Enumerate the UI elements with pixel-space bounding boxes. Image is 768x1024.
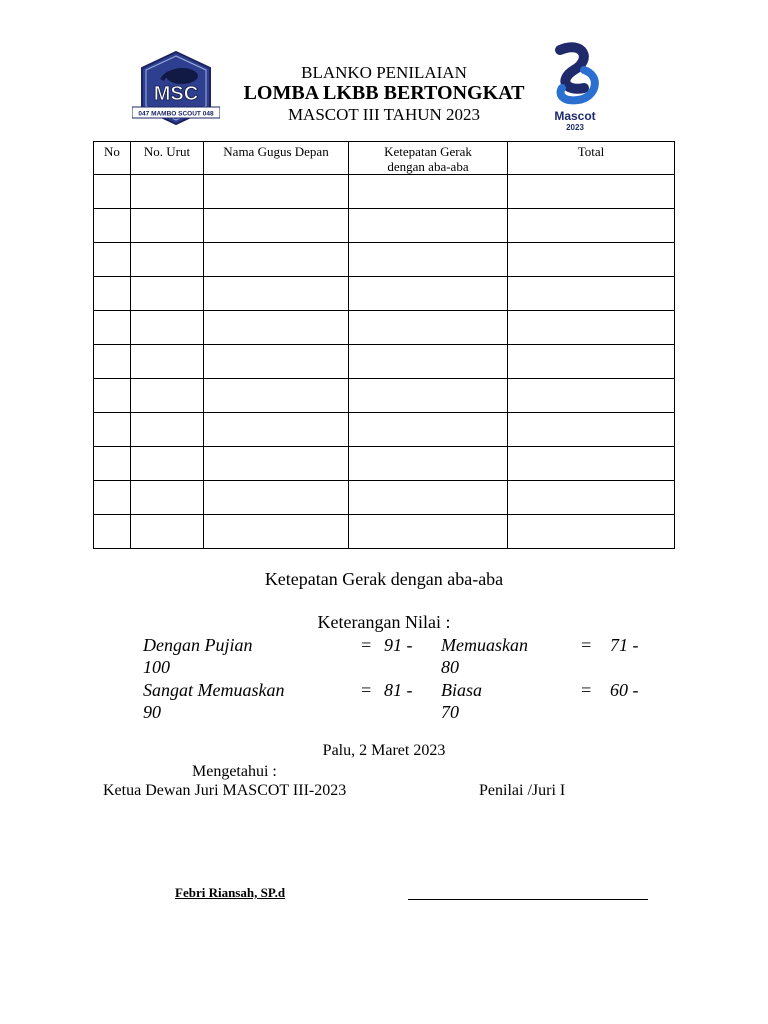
table-cell[interactable] (131, 345, 204, 379)
table-row (94, 481, 675, 515)
table-cell[interactable] (94, 175, 131, 209)
legend-eq: = (360, 635, 373, 655)
table-cell[interactable] (349, 413, 508, 447)
table-cell[interactable] (131, 209, 204, 243)
table-cell[interactable] (131, 515, 204, 549)
table-row (94, 209, 675, 243)
place-date: Palu, 2 Maret 2023 (322, 742, 446, 759)
table-cell[interactable] (131, 311, 204, 345)
table-cell[interactable] (131, 243, 204, 277)
criteria-title: Ketepatan Gerak dengan aba-aba (264, 569, 504, 589)
table-row (94, 243, 675, 277)
table-cell[interactable] (349, 515, 508, 549)
table-cell[interactable] (508, 481, 675, 515)
table-row (94, 345, 675, 379)
col-header-no-urut: No. Urut (131, 142, 204, 175)
legend-eq: = (360, 680, 373, 700)
table-cell[interactable] (94, 277, 131, 311)
table-cell[interactable] (204, 447, 349, 481)
table-row (94, 311, 675, 345)
score-table (93, 141, 675, 549)
table-cell[interactable] (508, 175, 675, 209)
table-cell[interactable] (508, 277, 675, 311)
legend-range: 60 - (610, 680, 639, 700)
table-row (94, 277, 675, 311)
table-cell[interactable] (508, 345, 675, 379)
table-cell[interactable] (204, 277, 349, 311)
chief-judge-role: Ketua Dewan Juri MASCOT III-2023 (103, 782, 347, 799)
legend-eq: = (580, 635, 593, 655)
col-header-no: No (94, 142, 131, 175)
ribbon-text: 047 MAMBO SCOUT 048 (138, 110, 214, 118)
table-cell[interactable] (508, 447, 675, 481)
table-row (94, 175, 675, 209)
col-header-ketepatan-gerak (349, 142, 508, 175)
legend-range: 100 (143, 657, 170, 677)
table-cell[interactable] (94, 515, 131, 549)
table-cell[interactable] (131, 175, 204, 209)
table-cell[interactable] (349, 209, 508, 243)
table-cell[interactable] (349, 379, 508, 413)
table-cell[interactable] (508, 311, 675, 345)
table-row (94, 515, 675, 549)
score-legend-title: Keterangan Nilai : (317, 612, 451, 632)
table-cell[interactable] (204, 175, 349, 209)
legend-range: 70 (441, 702, 459, 722)
table-cell[interactable] (349, 277, 508, 311)
table-cell[interactable] (94, 413, 131, 447)
table-cell[interactable] (204, 481, 349, 515)
table-cell[interactable] (204, 311, 349, 345)
table-cell[interactable] (204, 379, 349, 413)
table-cell[interactable] (94, 243, 131, 277)
svg-text:2023: 2023 (566, 123, 584, 132)
legend-label: Memuaskan (441, 635, 528, 655)
acknowledged-label: Mengetahui : (192, 763, 277, 780)
table-cell[interactable] (94, 447, 131, 481)
table-cell[interactable] (508, 243, 675, 277)
table-cell[interactable] (349, 311, 508, 345)
table-cell[interactable] (349, 175, 508, 209)
col-header-total: Total (508, 142, 675, 175)
table-cell[interactable] (349, 345, 508, 379)
form-title: BLANKO PENILAIAN (301, 63, 467, 82)
legend-range: 80 (441, 657, 459, 677)
table-cell[interactable] (204, 515, 349, 549)
chief-judge-name: Febri Riansah, SP.d (175, 885, 286, 900)
table-row (94, 379, 675, 413)
table-cell[interactable] (349, 243, 508, 277)
table-cell[interactable] (131, 447, 204, 481)
table-cell[interactable] (94, 311, 131, 345)
signature-line (408, 899, 648, 900)
table-cell[interactable] (204, 345, 349, 379)
legend-range: 81 - (384, 680, 413, 700)
judge-role: Penilai /Juri I (479, 782, 566, 799)
table-header-row (94, 142, 675, 175)
legend-range: 71 - (610, 635, 639, 655)
legend-range: 91 - (384, 635, 413, 655)
table-cell[interactable] (508, 209, 675, 243)
legend-label: Biasa (441, 680, 483, 700)
table-cell[interactable] (94, 209, 131, 243)
table-cell[interactable] (204, 243, 349, 277)
table-cell[interactable] (508, 413, 675, 447)
legend-label: Dengan Pujian (143, 635, 253, 655)
col-header-nama-gugus: Nama Gugus Depan (204, 142, 349, 175)
table-row (94, 413, 675, 447)
table-cell[interactable] (94, 379, 131, 413)
table-cell[interactable] (94, 345, 131, 379)
svg-text:Mascot: Mascot (554, 109, 596, 123)
table-cell[interactable] (349, 481, 508, 515)
svg-text:MSC: MSC (153, 83, 199, 105)
legend-eq: = (580, 680, 593, 700)
table-cell[interactable] (131, 379, 204, 413)
table-row (94, 447, 675, 481)
table-cell[interactable] (131, 481, 204, 515)
competition-title: LOMBA LKBB BERTONGKAT (243, 82, 525, 104)
table-cell[interactable] (349, 447, 508, 481)
table-cell[interactable] (508, 379, 675, 413)
table-cell[interactable] (204, 209, 349, 243)
legend-range: 90 (143, 702, 161, 722)
table-cell[interactable] (131, 277, 204, 311)
table-cell[interactable] (131, 413, 204, 447)
event-subtitle: MASCOT III TAHUN 2023 (287, 105, 481, 124)
table-cell[interactable] (94, 481, 131, 515)
col-header-line: dengan aba-aba (387, 159, 469, 174)
col-header-line: Ketepatan Gerak (384, 144, 472, 159)
table-cell[interactable] (204, 413, 349, 447)
table-cell[interactable] (508, 515, 675, 549)
legend-label: Sangat Memuaskan (143, 680, 285, 700)
